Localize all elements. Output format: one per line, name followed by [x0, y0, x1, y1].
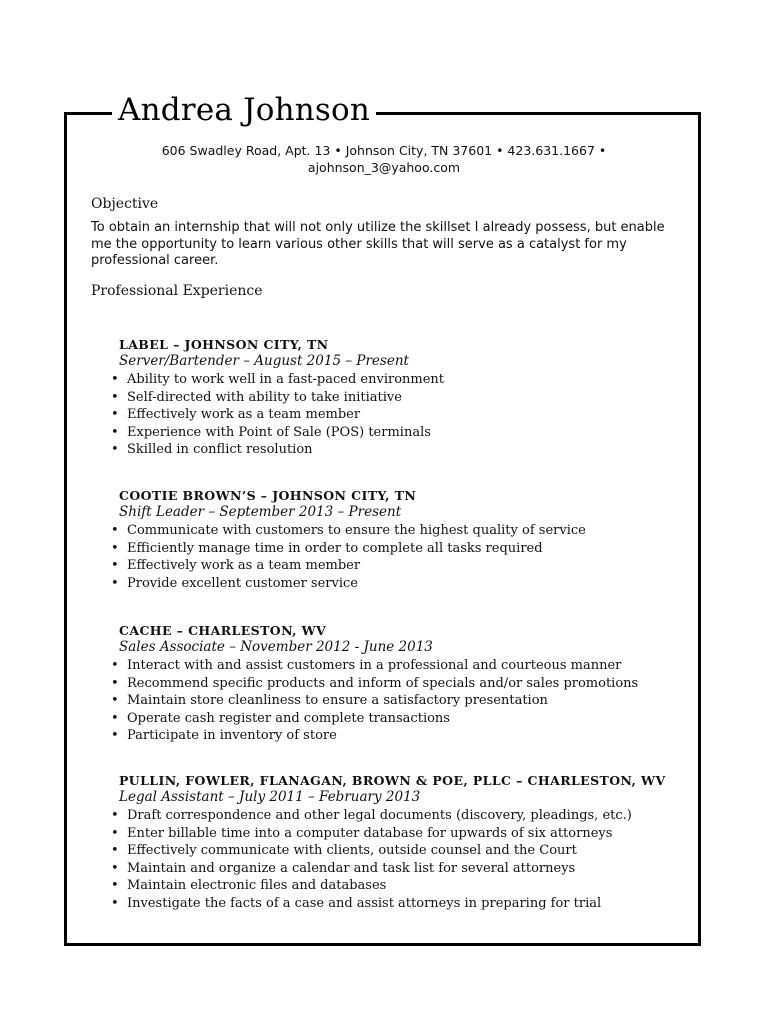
bullet-dot-icon: •	[111, 575, 119, 591]
contact-info	[90, 142, 678, 176]
job-company: LABEL – JOHNSON CITY, TN	[119, 337, 329, 352]
job-bullet: • Communicate with customers to ensure the highest quality of service	[111, 523, 586, 538]
job-bullet: • Provide excellent customer service	[111, 575, 358, 591]
job-bullet: • Draft correspondence and other legal documents (discovery, pleadings, etc.)	[111, 808, 632, 823]
job-bullet: • Enter billable time into a computer database for upwards of six attorneys	[111, 825, 613, 841]
bullet-dot-icon: •	[111, 675, 119, 691]
bullet-dot-icon: •	[111, 860, 119, 876]
job-company: CACHE – CHARLESTON, WV	[119, 623, 327, 638]
job-bullet: • Interact with and assist customers in a professional and courteous manner	[111, 658, 622, 673]
job-bullet: • Maintain store cleanliness to ensure a satisfactory presentation	[111, 693, 548, 709]
job-role: Shift Leader – September 2013 – Present	[119, 504, 402, 520]
job-bullet: • Experience with Point of Sale (POS) terminals	[111, 424, 431, 440]
job-bullet: • Maintain and organize a calendar and task list for several attorneys	[111, 860, 576, 876]
job-bullet: • Ability to work well in a fast-paced environment	[111, 372, 445, 387]
job-role: Server/Bartender – August 2015 – Present	[119, 353, 409, 369]
bullet-dot-icon: •	[111, 895, 119, 911]
bullet-dot-icon: •	[111, 808, 119, 823]
bullet-dot-icon: •	[111, 389, 119, 405]
job-bullet: • Effectively work as a team member	[111, 558, 361, 574]
bullet-dot-icon: •	[111, 728, 119, 744]
bullet-dot-icon: •	[111, 523, 119, 538]
candidate-name: Andrea Johnson	[118, 92, 371, 128]
bullet-dot-icon: •	[111, 442, 119, 458]
job-bullet-list	[111, 807, 689, 913]
job-entry-cache	[111, 622, 689, 745]
job-company: COOTIE BROWN’S – JOHNSON CITY, TN	[119, 488, 417, 503]
bullet-dot-icon: •	[111, 658, 119, 673]
bullet-dot-icon: •	[111, 558, 119, 574]
contact-address-line: 606 Swadley Road, Apt. 13 • Johnson City, TN 37601 • 423.631.1667 •	[161, 143, 607, 158]
bullet-dot-icon: •	[111, 825, 119, 841]
experience-heading: Professional Experience	[91, 283, 263, 299]
name-header	[112, 92, 376, 128]
job-company: PULLIN, FOWLER, FLANAGAN, BROWN & POE, PLLC – CHARLESTON, WV	[119, 773, 666, 788]
job-entry-cootie-browns	[111, 487, 689, 592]
objective-heading: Objective	[91, 196, 159, 212]
job-bullet: • Effectively work as a team member	[111, 407, 361, 423]
job-role: Sales Associate – November 2012 - June 2013	[119, 639, 433, 655]
bullet-dot-icon: •	[111, 693, 119, 709]
job-bullet-list	[111, 522, 689, 592]
job-entry-label	[111, 336, 689, 459]
job-bullet: • Effectively communicate with clients, outside counsel and the Court	[111, 843, 577, 859]
job-bullet-list	[111, 371, 689, 459]
objective-text: To obtain an internship that will not only utilize the skillset I already possess, but enable me the opportunity to learn various other skills that will serve as a catalyst for my professional career.	[91, 220, 665, 268]
job-bullet: • Recommend specific products and inform of specials and/or sales promotions	[111, 675, 639, 691]
contact-email-line: ajohnson_3@yahoo.com	[307, 160, 461, 175]
job-bullet: • Maintain electronic files and databases	[111, 878, 387, 894]
bullet-dot-icon: •	[111, 372, 119, 387]
job-bullet: • Self-directed with ability to take initiative	[111, 389, 402, 405]
job-bullet: • Investigate the facts of a case and assist attorneys in preparing for trial	[111, 895, 602, 911]
bullet-dot-icon: •	[111, 424, 119, 440]
bullet-dot-icon: •	[111, 540, 119, 556]
job-bullet: • Skilled in conflict resolution	[111, 442, 313, 458]
bullet-dot-icon: •	[111, 407, 119, 423]
bullet-dot-icon: •	[111, 710, 119, 726]
bullet-dot-icon: •	[111, 878, 119, 894]
job-bullet: • Participate in inventory of store	[111, 728, 337, 744]
bullet-dot-icon: •	[111, 843, 119, 859]
job-bullet-list	[111, 657, 689, 745]
job-role: Legal Assistant – July 2011 – February 2013	[119, 789, 421, 805]
job-bullet: • Efficiently manage time in order to complete all tasks required	[111, 540, 543, 556]
job-entry-pullin-fowler	[111, 772, 689, 913]
job-bullet: • Operate cash register and complete transactions	[111, 710, 450, 726]
